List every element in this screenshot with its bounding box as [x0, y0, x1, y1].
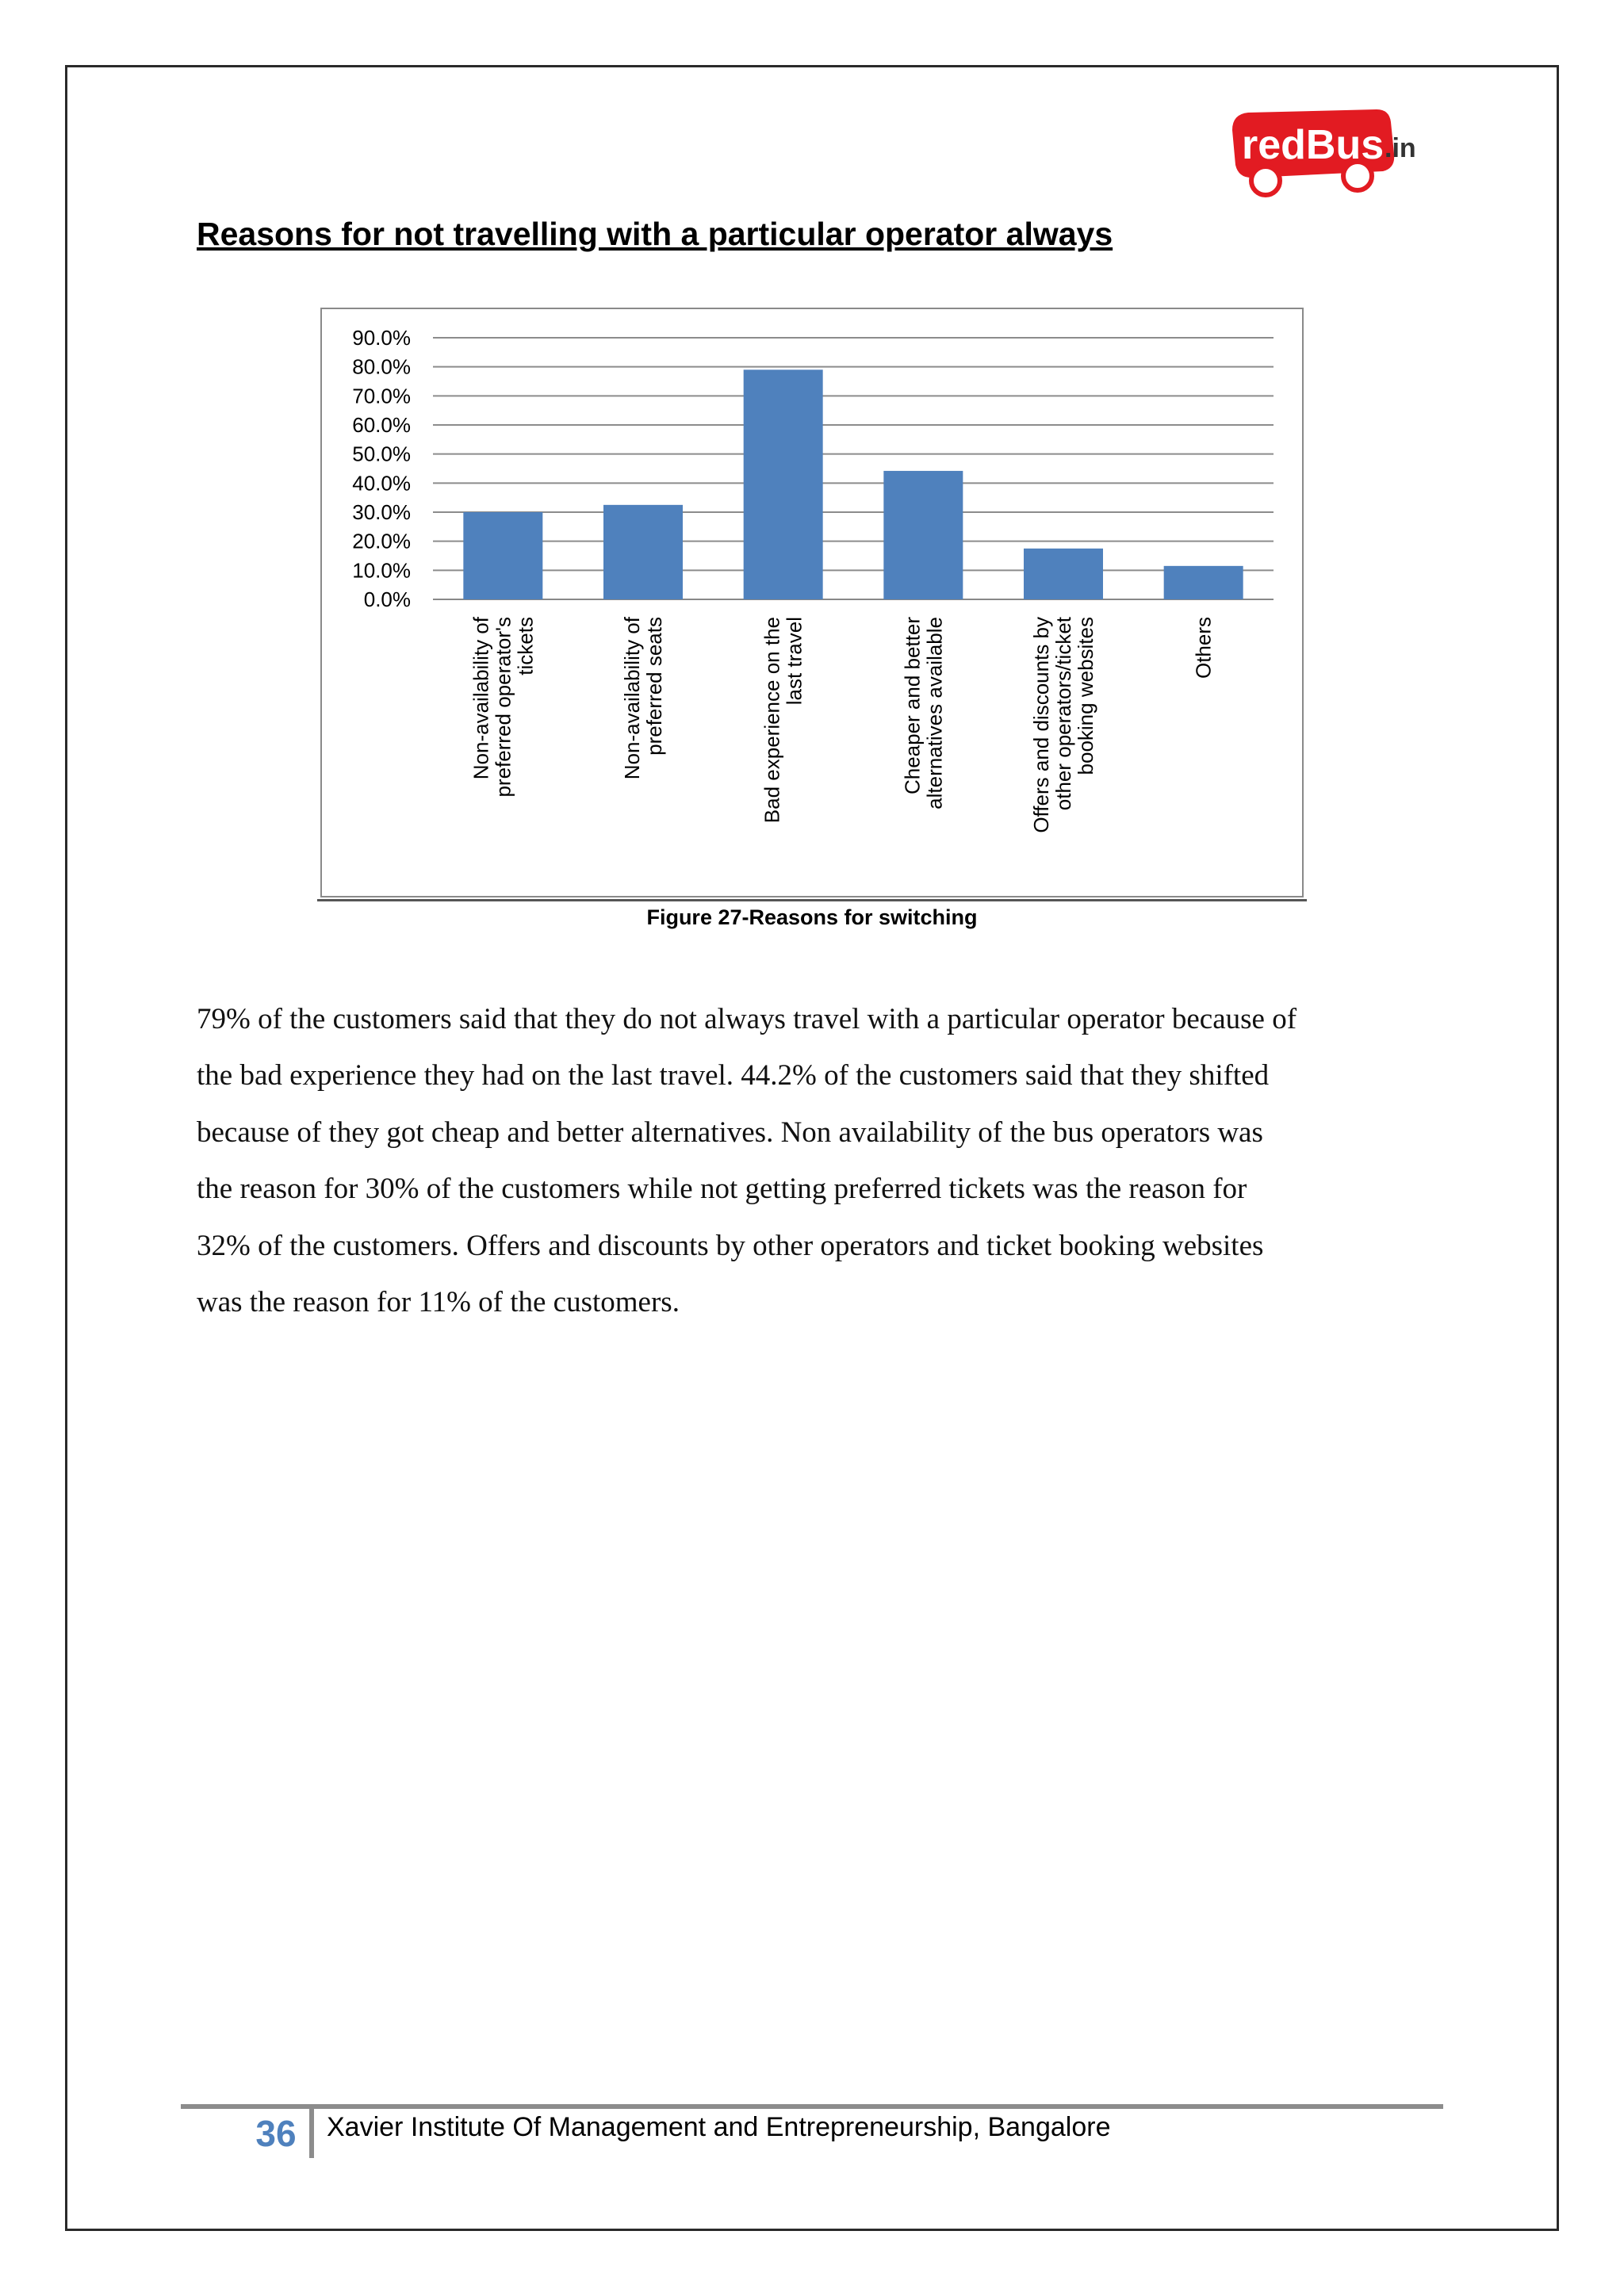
- redbus-logo: [1221, 101, 1435, 205]
- bar: [1164, 566, 1243, 599]
- bar: [463, 512, 542, 599]
- body-line: the bad experience they had on the last travel. 44.2% of the customers said that they shifted: [197, 1059, 1270, 1093]
- logo-text: redBus: [1242, 122, 1385, 168]
- y-tick-label: 90.0%: [352, 326, 411, 350]
- body-line: 79% of the customers said that they do not always travel with a particular operator because of: [197, 1003, 1297, 1035]
- body-line: the reason for 30% of the customers while not getting preferred tickets was the reason for: [197, 1173, 1247, 1206]
- y-tick-label: 60.0%: [352, 413, 411, 437]
- footer-rule: [181, 2104, 1443, 2109]
- body-paragraph: [197, 991, 1465, 1330]
- x-tick-label: Non-availability ofpreferred operator'stickets: [469, 617, 538, 798]
- bar: [1024, 549, 1103, 599]
- x-tick-label: Non-availability ofpreferred seats: [620, 617, 666, 780]
- page-number: 36: [255, 2113, 297, 2154]
- body-line: was the reason for 11% of the customers.: [197, 1286, 680, 1319]
- bar: [603, 505, 683, 599]
- footer-institute: Xavier Institute Of Management and Entrepreneurship, Bangalore: [327, 2112, 1111, 2142]
- body-line: because of they got cheap and better alternatives. Non availability of the bus operators was: [197, 1115, 1263, 1149]
- section-heading: Reasons for not travelling with a particular operator always: [197, 216, 1113, 252]
- x-tick-label: Others: [1191, 617, 1216, 679]
- y-tick-label: 10.0%: [352, 558, 411, 583]
- x-tick-label: Bad experience on thelast travel: [760, 617, 806, 824]
- y-tick-label: 0.0%: [363, 587, 411, 611]
- y-tick-label: 30.0%: [352, 500, 411, 524]
- body-line: 32% of the customers. Offers and discounts by other operators and ticket booking websites: [197, 1229, 1264, 1262]
- x-tick-label: Cheaper and betteralternatives available: [900, 617, 947, 809]
- chart-bottom-rule: [317, 899, 1307, 901]
- y-tick-label: 40.0%: [352, 471, 411, 496]
- y-tick-label: 70.0%: [352, 384, 411, 408]
- y-tick-label: 50.0%: [352, 442, 411, 466]
- y-tick-label: 20.0%: [352, 529, 411, 553]
- footer-divider: [309, 2109, 314, 2158]
- y-tick-label: 80.0%: [352, 354, 411, 379]
- bar: [883, 471, 963, 599]
- bar: [744, 369, 823, 599]
- x-tick-label: Offers and discounts byother operators/ticketbooking websites: [1029, 617, 1097, 833]
- figure-caption: Figure 27-Reasons for switching: [646, 905, 978, 929]
- reasons-bar-chart: [320, 308, 1304, 897]
- logo-suffix: .in: [1385, 133, 1416, 163]
